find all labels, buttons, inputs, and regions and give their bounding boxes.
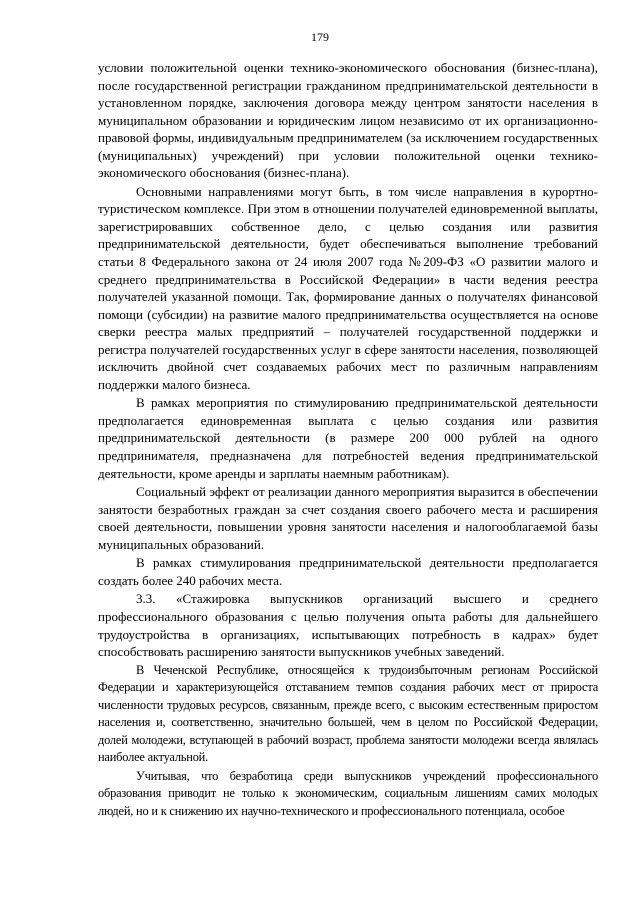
page-number: 179 — [311, 30, 329, 44]
paragraph: Социальный эффект от реализации данного мероприятия выразится в обеспечении занятости безработных граждан за счет создания своего рабочего места и расширения своей деятельности, повышении уровня занятости населения и налогооблагаемой базы муниципальных образований. — [98, 484, 598, 552]
paragraph: В рамках стимулирования предпринимательской деятельности предполагается создать более 240 рабочих места. — [98, 555, 598, 588]
paragraph: В рамках мероприятия по стимулированию предпринимательской деятельности предполагается единовременная выплата с целью создания или развития предпринимательской деятельности (в размере 200 000 рублей на одного предпринимателя, предназначена для потребностей ведения предпринимательской деятельности, кроме аренды и зарплаты наемным работникам). — [98, 395, 598, 481]
document-body — [98, 59, 598, 821]
paragraph: Учитывая, что безработица среди выпускников учреждений профессионального образования приводит не только к экономическим, социальным лишениям самих молодых людей, но и к снижению их научно-технического и профессионального потенциала, особое — [98, 768, 598, 818]
paragraph: Основными направлениями могут быть, в том числе направления в курортно-туристическом комплексе. При этом в отношении получателей единовременной выплаты, зарегистрировавших собственное дело, с целью создания или развития предпринимательской деятельности, будет обеспечиваться выполнение требований статьи 8 Федерального закона от 24 июля 2007 года №209-ФЗ «О развитии малого и среднего предпринимательства в Российской Федерации» в части ведения реестра получателей указанной помощи. Так, формирование данных о получателях финансовой помощи (субсидии) на развитие малого предпринимательства осуществляется на основе сверки реестра малых предприятий – получателей государственной поддержки и регистра получателей государственных услуг в сфере занятости населения, позволяющей исключить двойной счет создаваемых рабочих мест по различным направлениям поддержки малого бизнеса. — [98, 183, 598, 392]
paragraph: 3.3. «Стажировка выпускников организаций высшего и среднего профессионального образования с целью получения опыта работы для дальнейшего трудоустройства в организациях, испытывающих потребность в кадрах» будет способствовать расширению занятости выпускников учебных заведений. — [98, 591, 598, 660]
paragraph: условии положительной оценки технико-экономического обоснования (бизнес-плана), после государственной регистрации гражданином предпринимательской деятельности в установленном порядке, заключения договора между центром занятости населения в муниципальном образовании и юридическим лицом независимо от их организационно-правовой формы, индивидуальным предпринимателем (за исключением государственных (муниципальных) учреждений) при условии положительной оценки технико-экономического обоснования (бизнес-плана). — [98, 60, 598, 181]
paragraph: В Чеченской Республике, относящейся к трудоизбыточным регионам Российской Федерации и характеризующейся отставанием темпов создания рабочих мест от прироста численности трудовых ресурсов, связанным, прежде всего, с высоким естественным приростом населения и, соответственно, значительно большей, чем в целом по Российской Федерации, долей молодежи, вступающей в рабочий возраст, проблема занятости молодежи всегда являлась наиболее актуальной. — [98, 662, 598, 765]
